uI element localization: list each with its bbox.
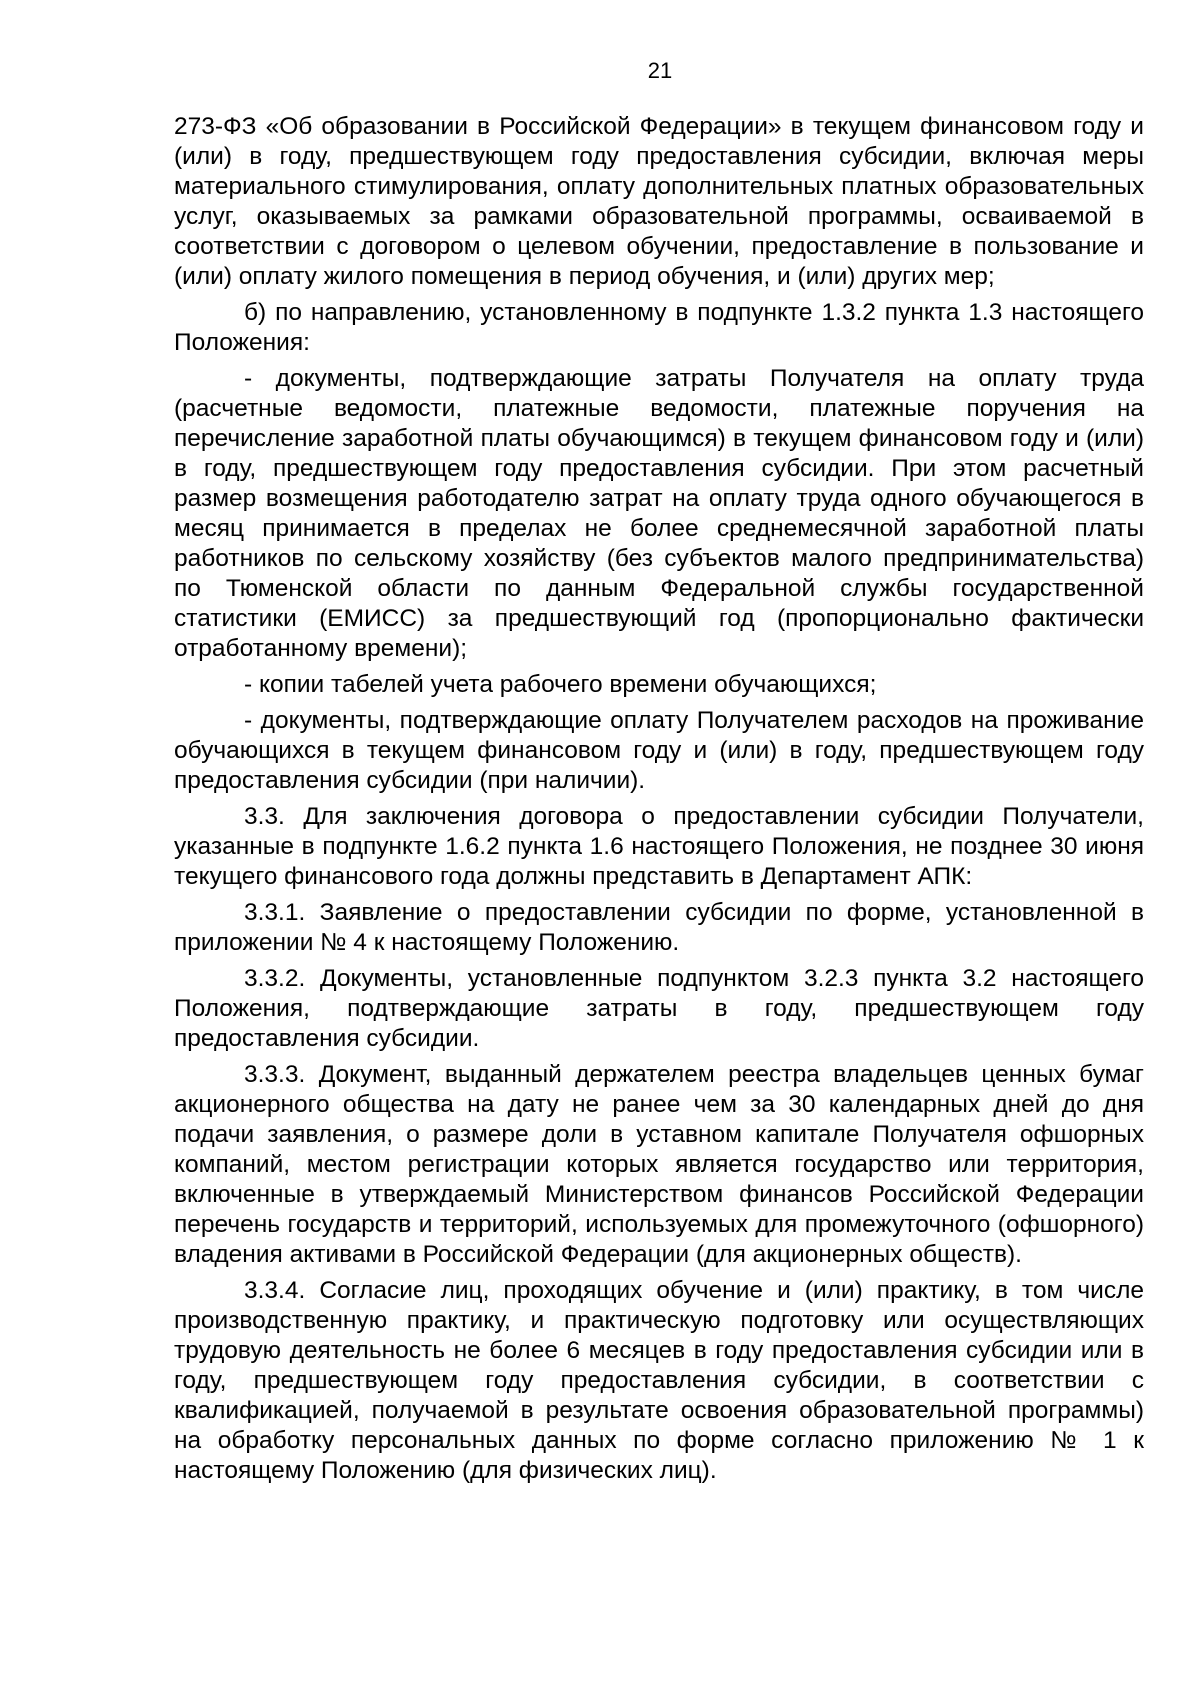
paragraph-3-3: 3.3. Для заключения договора о предоставлении субсидии Получатели, указанные в подпункте 1.6.2 пункта 1.6 настоящего Положения, не позднее 30 июня текущего финансового года должны представить в Департамент АПК: (174, 803, 1144, 890)
paragraph-labor-cost-documents: - документы, подтверждающие затраты Получателя на оплату труда (расчетные ведомости, платежные ведомости, платежные поручения на перечисление заработной платы обучающимся) в текущем финансовом году и (или) в году, предшествующем году предоставления субсидии. При этом расчетный размер возмещения работодателю затрат на оплату труда одного обучающегося в месяц принимается в пределах не более среднемесячной заработной платы работников по сельскому хозяйству (без субъектов малого предпринимательства) по Тюменской области по данным Федеральной службы государственной статистики (ЕМИСС) за предшествующий год (пропорционально фактически отработанному времени); (174, 365, 1144, 662)
paragraph-continuation: 273-ФЗ «Об образовании в Российской Федерации» в текущем финансовом году и (или) в году, предшествующем году предоставления субсидии, включая меры материального стимулирования, оплату дополнительных платных образовательных услуг, оказываемых за рамками образовательной программы, осваиваемой в соответствии с договором о целевом обучении, предоставление в пользование и (или) оплату жилого помещения в период обучения, и (или) других мер; (174, 113, 1144, 290)
paragraph-3-3-4: 3.3.4. Согласие лиц, проходящих обучение и (или) практику, в том числе производственную практику, и практическую подготовку или осуществляющих трудовую деятельность не более 6 месяцев в году предоставления субсидии или в году, предшествующем году предоставления субсидии, в соответствии с квалификацией, получаемой в результате освоения образовательной программы) на обработку персональных данных по форме согласно приложению № 1 к настоящему Положению (для физических лиц). (174, 1277, 1144, 1484)
paragraph-3-3-2: 3.3.2. Документы, установленные подпунктом 3.2.3 пункта 3.2 настоящего Положения, подтверждающие затраты в году, предшествующем году предоставления субсидии. (174, 965, 1144, 1052)
paragraph-housing-documents: - документы, подтверждающие оплату Получателем расходов на проживание обучающихся в текущем финансовом году и (или) в году, предшествующем году предоставления субсидии (при наличии). (174, 707, 1144, 794)
page-number: 21 (647, 58, 673, 83)
paragraph-3-3-3: 3.3.3. Документ, выданный держателем реестра владельцев ценных бумаг акционерного общества на дату не ранее чем за 30 календарных дней до дня подачи заявления, о размере доли в уставном капитале Получателя офшорных компаний, местом регистрации которых является государство или территория, включенные в утверждаемый Министерством финансов Российской Федерации перечень государств и территорий, используемых для промежуточного (офшорного) владения активами в Российской Федерации (для акционерных обществ). (174, 1061, 1144, 1268)
paragraph-3-3-1: 3.3.1. Заявление о предоставлении субсидии по форме, установленной в приложении № 4 к настоящему Положению. (174, 899, 1144, 956)
document-body (174, 112, 1144, 1492)
paragraph-direction-b: б) по направлению, установленному в подпункте 1.3.2 пункта 1.3 настоящего Положения: (174, 299, 1144, 356)
paragraph-timesheet-copies: - копии табелей учета рабочего времени обучающихся; (244, 671, 877, 698)
